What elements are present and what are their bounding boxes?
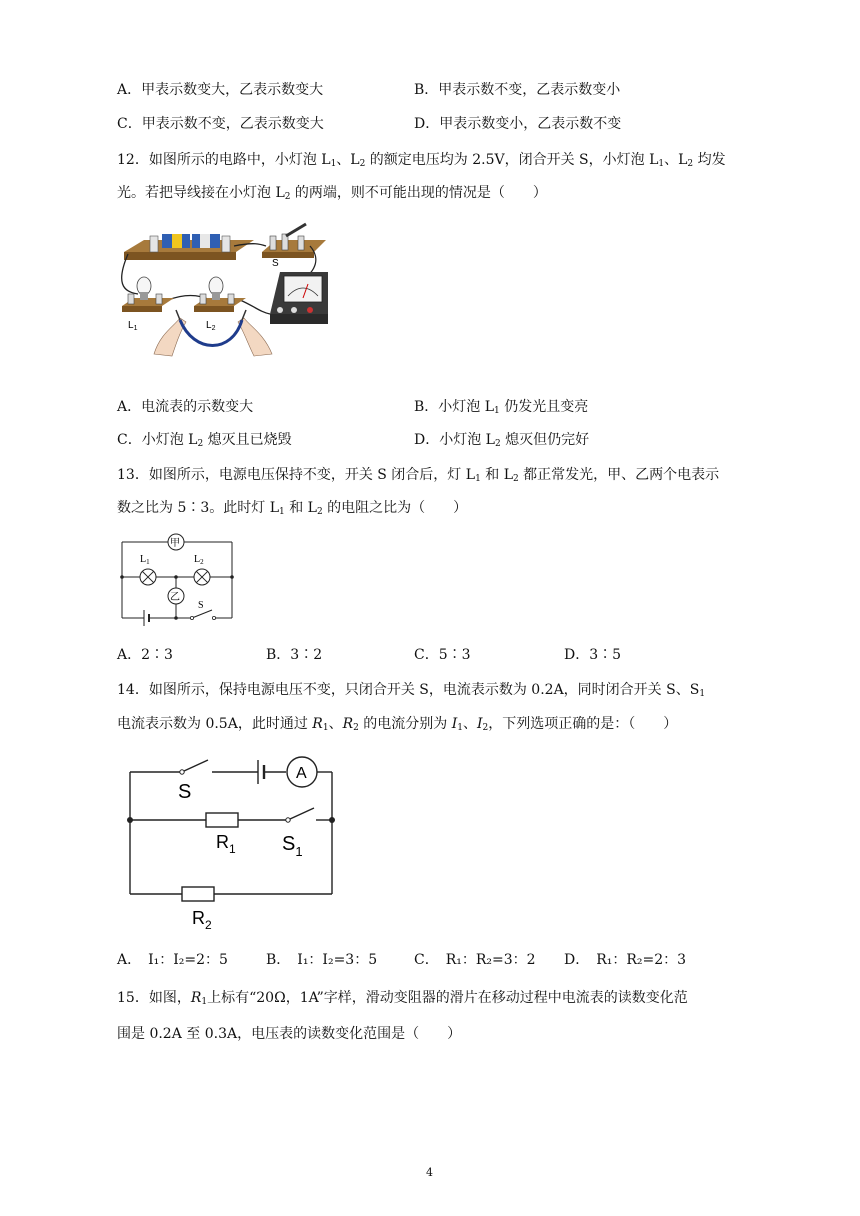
q13-option-c: C．5∶3 bbox=[414, 647, 471, 663]
q13-meter-jia-label: 甲 bbox=[170, 538, 180, 549]
q13-stem-line2: 数之比为 5∶3。此时灯 $L_1$ 和 $L_2$ 的电阻之比为（ ） bbox=[117, 500, 468, 517]
q12-option-b: B．小灯泡 $L_1$ 仍发光且变亮 bbox=[414, 399, 589, 416]
q13-circuit-diagram bbox=[118, 530, 238, 626]
q14-r2-label: $R_2$ bbox=[192, 908, 212, 932]
q12-circuit-photo bbox=[114, 222, 338, 362]
q13-stem-line1: 13．如图所示，电源电压保持不变，开关 S 闭合后，灯 $L_1$ 和 $L_2$ 都正常发光，甲、乙两个电表示 bbox=[117, 467, 720, 484]
q14-ammeter-label: A bbox=[296, 765, 307, 782]
q14-stem-line1: 14．如图所示，保持电源电压不变，只闭合开关 S，电流表示数为 0.2A，同时闭合开关 S、$S_1$ bbox=[117, 682, 706, 699]
q14-option-a: A． I₁：I₂=2：5 bbox=[117, 952, 228, 968]
q12-fig-l2-label: $L_2$ bbox=[206, 320, 216, 332]
q14-stem-line2: 电流表示数为 0.5A，此时通过 $R_1$、$R_2$ 的电流分别为 $I_1$、$I_2$，下列选项正确的是：（ ） bbox=[117, 716, 678, 733]
q11-option-b: B．甲表示数不变，乙表示数变小 bbox=[414, 82, 621, 98]
q13-meter-yi-label: 乙 bbox=[170, 592, 180, 603]
q13-switch-label: S bbox=[198, 600, 204, 611]
q12-option-c: C．小灯泡 $L_2$ 熄灭且已烧毁 bbox=[117, 432, 292, 449]
q13-lamp-l2-label: $L_2$ bbox=[194, 554, 204, 566]
q12-fig-s-label: S bbox=[272, 258, 279, 269]
q12-fig-l1-label: $L_1$ bbox=[128, 320, 138, 332]
q13-option-d: D．3∶5 bbox=[564, 647, 622, 663]
page-number: 4 bbox=[426, 1166, 433, 1179]
q14-option-b: B． I₁：I₂=3：5 bbox=[266, 952, 378, 968]
q14-circuit-diagram bbox=[120, 752, 350, 942]
q12-stem-line2: 光。若把导线接在小灯泡 $L_2$ 的两端，则不可能出现的情况是（ ） bbox=[117, 185, 547, 202]
q14-option-d: D． R₁：R₂=2：3 bbox=[564, 952, 687, 968]
q14-option-c: C． R₁：R₂=3：2 bbox=[414, 952, 536, 968]
q13-option-a: A．2∶3 bbox=[117, 647, 173, 663]
q11-option-c: C．甲表示数不变，乙表示数变大 bbox=[117, 116, 324, 132]
q12-option-d: D．小灯泡 $L_2$ 熄灭但仍完好 bbox=[414, 432, 590, 449]
q12-stem-line1: 12．如图所示的电路中，小灯泡 $L_1$、$L_2$ 的额定电压均为 2.5V，闭合开关 S，小灯泡 $L_1$、$L_2$ 均发 bbox=[117, 152, 726, 169]
q14-switch-s-label: S bbox=[178, 781, 192, 803]
q11-option-d: D．甲表示数变小，乙表示数不变 bbox=[414, 116, 622, 132]
q15-stem-line1: 15．如图，$R_1$上标有“20Ω，1A”字样，滑动变阻器的滑片在移动过程中电流表的读数变化范 bbox=[117, 990, 688, 1007]
q15-stem-line2: 围是 0.2A 至 0.3A，电压表的读数变化范围是（ ） bbox=[117, 1026, 462, 1042]
q13-option-b: B．3∶2 bbox=[266, 647, 323, 663]
q13-lamp-l1-label: $L_1$ bbox=[140, 554, 150, 566]
q12-option-a: A．电流表的示数变大 bbox=[117, 399, 254, 415]
q14-s1-label: $S_1$ bbox=[282, 833, 303, 859]
q14-r1-label: $R_1$ bbox=[216, 832, 236, 856]
q11-option-a: A．甲表示数变大，乙表示数变大 bbox=[117, 82, 324, 98]
